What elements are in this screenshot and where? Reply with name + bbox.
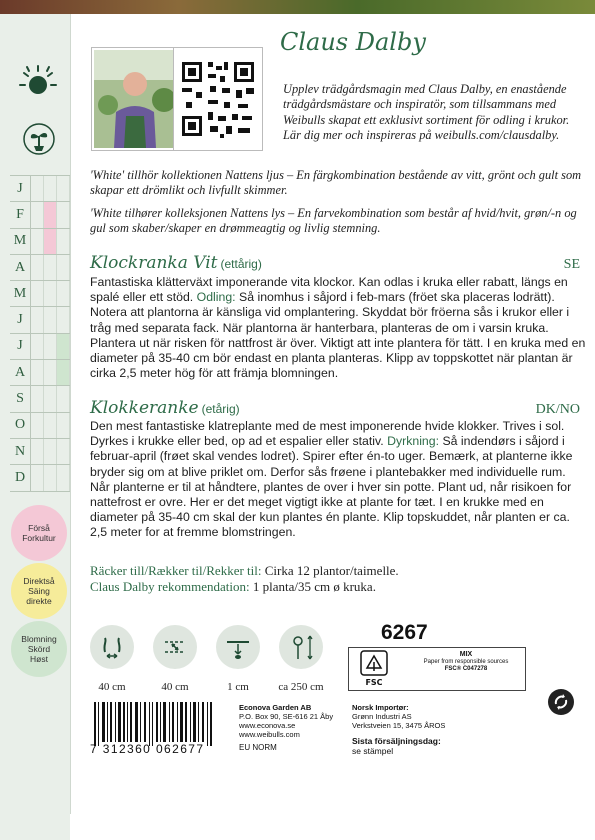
eu-norm: EU NORM bbox=[239, 743, 277, 752]
calendar-row-jun bbox=[10, 307, 70, 333]
fsc-logo-icon bbox=[351, 648, 409, 690]
gardener-photo bbox=[92, 48, 178, 150]
legend-text: Förså bbox=[28, 523, 50, 533]
calendar-row-may bbox=[10, 281, 70, 307]
calendar-row-dec bbox=[10, 465, 70, 491]
last-sale-date bbox=[352, 736, 441, 756]
spacing-label: 1 cm bbox=[227, 681, 249, 693]
calendar-row-oct bbox=[10, 413, 70, 439]
calendar-row-mar bbox=[10, 229, 70, 255]
month-label: M bbox=[10, 229, 31, 254]
description-dk bbox=[90, 419, 586, 541]
section-heading-se bbox=[90, 253, 580, 273]
description-text: Så inomhus i såjord i feb-mars (fröet ska placeras lodrätt). Notera att plantorna är känsliga vid omplantering. Skyddat bör fröerna sås i krukor eller i tråg med separata fack. När plantorna är hanterbara, planteras de om i varsin kruka. Plantera ut när risken för nattfrost är över. Viktigt att inte plantera för tätt. I en kruka med en diameter på 35-40 cm bör endast en planta planteras. Klipp av toppskottet när plantan är cirka 2,5 meter hög för att främja blomningen. bbox=[90, 290, 586, 381]
month-label: O bbox=[10, 413, 31, 438]
plant-height-icon bbox=[279, 625, 323, 669]
legend-text: direkte bbox=[26, 596, 52, 606]
keyword-cultivation: Odling: bbox=[196, 290, 236, 305]
calendar-row-jul bbox=[10, 334, 70, 360]
calendar-row-feb bbox=[10, 202, 70, 228]
plant-name-se: Klockranka Vit bbox=[90, 253, 218, 273]
month-label: A bbox=[10, 360, 31, 385]
sowing-depth-icon bbox=[216, 625, 260, 669]
language-code-se: SE bbox=[563, 257, 580, 272]
company-name: Econova Garden AB bbox=[239, 703, 312, 712]
address-line: P.O. Box 90, SE-616 21 Åby bbox=[239, 712, 334, 721]
fact-value: 1 planta/35 cm ø kruka. bbox=[249, 579, 376, 594]
spacing-label: 40 cm bbox=[161, 681, 189, 693]
website-link[interactable]: www.econova.se bbox=[239, 721, 296, 730]
fsc-text bbox=[411, 651, 521, 674]
keyword-cultivation: Dyrkning: bbox=[387, 434, 440, 449]
section-heading-dk bbox=[90, 398, 580, 418]
month-label: J bbox=[10, 176, 31, 201]
calendar-row-nov bbox=[10, 439, 70, 465]
fsc-certification bbox=[348, 647, 526, 691]
legend-sow-direct bbox=[11, 563, 67, 619]
importer-heading: Norsk Importør: bbox=[352, 703, 409, 712]
legend-text: Direktså bbox=[23, 576, 55, 586]
sowing-calendar bbox=[10, 175, 70, 492]
calendar-row-aug bbox=[10, 360, 70, 386]
fact-value: Cirka 12 plantor/taimelle. bbox=[261, 563, 399, 578]
description-se bbox=[90, 275, 586, 381]
top-photo-strip bbox=[0, 0, 595, 14]
month-label: S bbox=[10, 386, 31, 411]
legend-text: Forkultur bbox=[22, 533, 56, 543]
legend-sow-indoor bbox=[11, 505, 67, 561]
month-label: J bbox=[10, 307, 31, 332]
quantity-facts bbox=[90, 563, 580, 595]
language-code-dk: DK/NO bbox=[535, 402, 580, 417]
spacing-label: ca 250 cm bbox=[278, 681, 324, 693]
legend-bloom bbox=[11, 621, 67, 677]
last-sale-heading: Sista försäljningsdag: bbox=[352, 736, 441, 746]
spacing-label: 40 cm bbox=[98, 681, 126, 693]
seedling-pot-icon bbox=[22, 122, 56, 156]
legend-text: Skörd bbox=[27, 644, 51, 654]
plant-type-dk: (etårig) bbox=[201, 402, 240, 416]
plant-type-se: (ettårig) bbox=[220, 257, 262, 271]
importer-line: Verkstveien 15, 3475 ÅROS bbox=[352, 721, 446, 730]
plant-name-dk: Klokkeranke bbox=[90, 398, 199, 418]
month-label: F bbox=[10, 202, 31, 227]
legend-text: Høst bbox=[30, 654, 48, 664]
calendar-row-apr bbox=[10, 255, 70, 281]
plant-spacing-icon bbox=[90, 625, 134, 669]
fact-key: Räcker till/Rækker til/Rekker til: bbox=[90, 563, 262, 578]
last-sale-note: se stämpel bbox=[352, 746, 394, 756]
fact-key: Claus Dalby rekommendation: bbox=[90, 579, 250, 594]
fsc-desc: Paper from responsible sources bbox=[423, 658, 509, 665]
brand-signature: Claus Dalby bbox=[280, 28, 426, 56]
sun-icon bbox=[18, 63, 58, 103]
calendar-row-jan bbox=[10, 175, 70, 202]
article-number: 6267 bbox=[381, 621, 428, 644]
panel-divider bbox=[70, 14, 71, 814]
collection-text-dk: 'White tilhører kolleksjonen Nattens lys – En farvekombination som består af hvid/hvit, grøn/-n og gul som skaber/skaper en drømmeagtig og livlig stemning. bbox=[90, 206, 577, 236]
month-label: N bbox=[10, 439, 31, 464]
month-label: D bbox=[10, 465, 31, 490]
legend-text: Säing bbox=[28, 586, 50, 596]
fsc-mix: MIX bbox=[459, 651, 473, 658]
legend-text: Blomning bbox=[21, 634, 57, 644]
importer-info bbox=[352, 703, 445, 730]
month-label: A bbox=[10, 255, 31, 280]
intro-text: Upplev trädgårdsmagin med Claus Dalby, en enastående trädgårdsmästare och inspiratör, som tillsammans med Weibulls skapat ett exklusivt sortiment för odling i krukor. Lär dig mer och inspireras på weibulls.com/clausdalby. bbox=[283, 82, 570, 143]
row-spacing-icon bbox=[153, 625, 197, 669]
description-text: Fantastiska klätterväxt imponerande vita klockor. Kan odlas i kruka eller rabatt, längs en spalé eller ett stöd. bbox=[90, 275, 568, 305]
month-label: M bbox=[10, 281, 31, 306]
fsc-logo-text: FSC bbox=[365, 678, 383, 687]
website-link[interactable]: www.weibulls.com bbox=[239, 730, 300, 739]
importer-line: Grønn Industri AS bbox=[352, 712, 412, 721]
calendar-row-sep bbox=[10, 386, 70, 412]
barcode-number: 7 312360 062677 bbox=[90, 742, 205, 756]
description-text: Så indendørs i såjord i februar-april (frøet skal vendes lodret). Spirer efter én-to uger. Bemærk, at planterne ikke bryder sig om at blive priklet om. Derfor sås frøene i plantebakker med individuelle rum. Når planterne er til at håndtere, plantes de over i hver sin potte. Plant ud, når risikoen for nattefrost er ovre. Her er det meget vigtigt ikke at plante for tæt. I en krukke med en diameter på 35-40 cm skal der kun plantes én plante. Klip topskuddet, når planten er ca. 2,5 meter for at fremme blomstringen. bbox=[90, 434, 573, 540]
month-label: J bbox=[10, 334, 31, 359]
company-address bbox=[239, 703, 333, 739]
description-text: Den mest fantastiske klatreplante med de mest imponerende hvide klokker. Trives i sol. Dyrkes i krukke eller bed, op ad et espalier eller stativ. bbox=[90, 419, 565, 449]
qr-code[interactable] bbox=[174, 48, 262, 150]
recycle-icon bbox=[548, 689, 574, 715]
fsc-code: FSC® C047278 bbox=[444, 666, 488, 672]
collection-text-se: 'White' tillhör kollektionen Nattens ljus – En färgkombination bestående av vitt, grönt och gult som skapar ett drömlikt och livfullt skimmer. bbox=[90, 168, 582, 198]
